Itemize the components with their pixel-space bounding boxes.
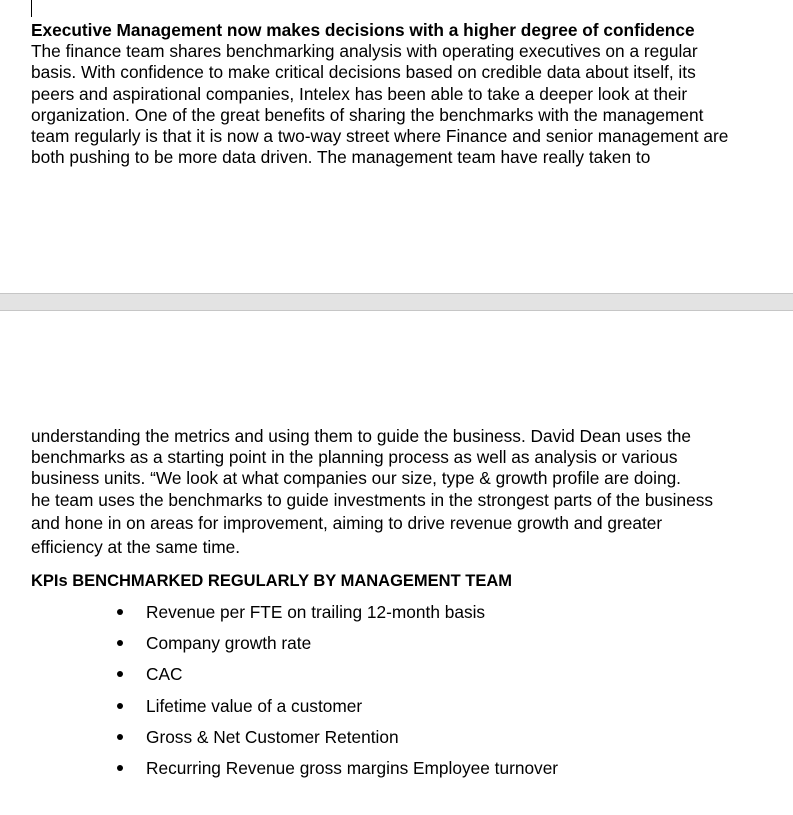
list-item-text: Recurring Revenue gross margins Employee turnover xyxy=(146,757,559,778)
paragraph-line: he team uses the benchmarks to guide investments in the strongest parts of the business xyxy=(31,489,714,510)
paragraph-line: peers and aspirational companies, Intelex has been able to take a deeper look at their xyxy=(31,83,688,104)
paragraph-line: efficiency at the same time. xyxy=(31,536,241,557)
bullet-icon xyxy=(117,671,123,677)
page-break xyxy=(0,293,793,311)
bullet-icon xyxy=(117,609,123,615)
text-cursor xyxy=(31,0,32,17)
paragraph-line: organization. One of the great benefits of sharing the benchmarks with the management xyxy=(31,104,704,125)
paragraph-line: The finance team shares benchmarking analysis with operating executives on a regular xyxy=(31,41,698,62)
paragraph-line: basis. With confidence to make critical decisions based on credible data about itself, its xyxy=(31,62,696,83)
list-item-text: Revenue per FTE on trailing 12-month basis xyxy=(146,602,486,622)
paragraph-line: business units. “We look at what companies our size, type & growth profile are doing. xyxy=(31,468,681,489)
list-item-text: Lifetime value of a customer xyxy=(146,695,363,716)
paragraph-line: understanding the metrics and using them to guide the business. David Dean uses the xyxy=(31,426,691,446)
kpi-heading: KPIs BENCHMARKED REGULARLY BY MANAGEMENT TEAM xyxy=(31,572,512,590)
page-2-text[interactable] xyxy=(31,426,781,558)
list-item-text: Company growth rate xyxy=(146,633,312,654)
paragraph-line: both pushing to be more data driven. The management team have really taken to xyxy=(31,147,651,168)
paragraph-line: and hone in on areas for improvement, aiming to drive revenue growth and greater xyxy=(31,513,663,534)
bullet-icon xyxy=(117,765,123,771)
paragraph-line: benchmarks as a starting point in the planning process as well as analysis or various xyxy=(31,447,678,468)
paragraph-line: team regularly is that it is now a two-way street where Finance and senior management are xyxy=(31,125,729,146)
bullet-icon xyxy=(117,703,123,709)
bullet-icon xyxy=(117,640,123,646)
list-item-text: Gross & Net Customer Retention xyxy=(146,726,399,747)
section-heading: Executive Management now makes decisions with a higher degree of confidence xyxy=(31,20,695,40)
bullet-icon xyxy=(117,734,123,740)
document-page-2 xyxy=(0,311,793,815)
page-1-text[interactable] xyxy=(31,20,781,168)
list-item-text: CAC xyxy=(146,664,183,685)
document-page-1 xyxy=(0,0,793,293)
